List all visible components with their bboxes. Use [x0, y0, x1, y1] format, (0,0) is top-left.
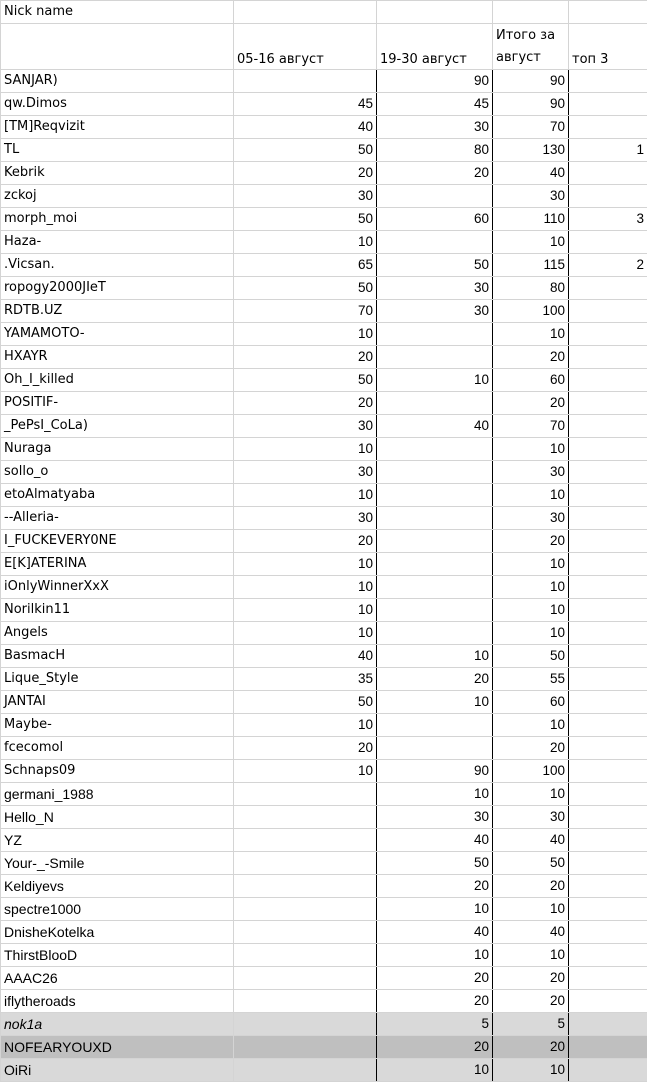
header-cell[interactable]: [1, 24, 234, 70]
period-2-cell[interactable]: 10: [377, 898, 493, 921]
table-row: [1, 530, 647, 553]
period-1-cell[interactable]: [234, 990, 377, 1013]
period-1-cell[interactable]: 40: [234, 645, 377, 668]
nick-cell[interactable]: Kebrik: [1, 162, 234, 185]
total-cell[interactable]: 55: [493, 668, 569, 691]
nick-cell[interactable]: E[K]ATERINA: [1, 553, 234, 576]
nick-cell[interactable]: SANJAR): [1, 70, 234, 93]
top3-cell[interactable]: [569, 1036, 647, 1059]
table-row: [1, 185, 647, 208]
table-row: [1, 760, 647, 783]
top3-cell[interactable]: [569, 93, 647, 116]
top3-cell[interactable]: [569, 461, 647, 484]
top3-cell[interactable]: [569, 277, 647, 300]
period-1-cell[interactable]: 10: [234, 622, 377, 645]
top3-cell[interactable]: [569, 162, 647, 185]
table-row: [1, 116, 647, 139]
total-cell[interactable]: 10: [493, 944, 569, 967]
total-cell[interactable]: 60: [493, 691, 569, 714]
period-1-cell[interactable]: [234, 967, 377, 990]
total-cell[interactable]: 100: [493, 760, 569, 783]
period-2-cell[interactable]: [377, 346, 493, 369]
period-1-cell[interactable]: [234, 875, 377, 898]
top3-cell[interactable]: 2: [569, 254, 647, 277]
top3-cell[interactable]: [569, 645, 647, 668]
total-cell[interactable]: 10: [493, 438, 569, 461]
total-cell[interactable]: 20: [493, 1036, 569, 1059]
total-cell[interactable]: 10: [493, 576, 569, 599]
period-1-cell[interactable]: [234, 829, 377, 852]
top3-cell[interactable]: [569, 599, 647, 622]
period-2-cell[interactable]: 45: [377, 93, 493, 116]
total-cell[interactable]: 10: [493, 622, 569, 645]
period-1-cell[interactable]: 20: [234, 346, 377, 369]
total-cell[interactable]: 40: [493, 829, 569, 852]
period-2-cell[interactable]: [377, 622, 493, 645]
table-row: [1, 231, 647, 254]
top3-cell[interactable]: [569, 507, 647, 530]
total-cell[interactable]: 30: [493, 185, 569, 208]
top3-cell[interactable]: [569, 806, 647, 829]
header-top3[interactable]: топ 3: [569, 24, 647, 70]
nick-cell[interactable]: --Alleria-: [1, 507, 234, 530]
top3-cell[interactable]: [569, 231, 647, 254]
table-row: [1, 990, 647, 1013]
header-cell[interactable]: [569, 1, 647, 24]
table-row: [1, 70, 647, 93]
total-cell[interactable]: 20: [493, 392, 569, 415]
table-row: [1, 806, 647, 829]
top3-cell[interactable]: [569, 852, 647, 875]
top3-cell[interactable]: [569, 530, 647, 553]
top3-cell[interactable]: 3: [569, 208, 647, 231]
period-1-cell[interactable]: [234, 70, 377, 93]
top3-cell[interactable]: [569, 737, 647, 760]
period-2-cell[interactable]: [377, 438, 493, 461]
table-row: [1, 415, 647, 438]
nick-cell[interactable]: Oh_I_killed: [1, 369, 234, 392]
period-1-cell[interactable]: 50: [234, 277, 377, 300]
period-2-cell[interactable]: 20: [377, 967, 493, 990]
total-cell[interactable]: 100: [493, 300, 569, 323]
period-2-cell[interactable]: [377, 599, 493, 622]
nick-cell[interactable]: YAMAMOTO-: [1, 323, 234, 346]
table-row: [1, 944, 647, 967]
table-row: [1, 507, 647, 530]
total-cell[interactable]: 70: [493, 415, 569, 438]
total-cell[interactable]: 110: [493, 208, 569, 231]
table-row: [1, 714, 647, 737]
top3-cell[interactable]: [569, 760, 647, 783]
top3-cell[interactable]: [569, 668, 647, 691]
nick-cell[interactable]: spectre1000: [1, 898, 234, 921]
period-2-cell[interactable]: 50: [377, 254, 493, 277]
nick-cell[interactable]: TL: [1, 139, 234, 162]
nick-cell[interactable]: Nuraga: [1, 438, 234, 461]
period-1-cell[interactable]: 65: [234, 254, 377, 277]
nick-cell[interactable]: _PePsI_CoLa): [1, 415, 234, 438]
total-cell[interactable]: 10: [493, 1059, 569, 1082]
period-1-cell[interactable]: 35: [234, 668, 377, 691]
total-cell[interactable]: 90: [493, 70, 569, 93]
nick-cell[interactable]: Lique_Style: [1, 668, 234, 691]
nick-cell[interactable]: sollo_o: [1, 461, 234, 484]
nick-cell[interactable]: nok1a: [1, 1013, 234, 1036]
table-row: [1, 898, 647, 921]
period-1-cell[interactable]: 10: [234, 576, 377, 599]
nick-cell[interactable]: zckoj: [1, 185, 234, 208]
total-cell[interactable]: 90: [493, 93, 569, 116]
total-cell[interactable]: 10: [493, 599, 569, 622]
header-cell[interactable]: [377, 1, 493, 24]
top3-cell[interactable]: [569, 576, 647, 599]
nick-cell[interactable]: RDTB.UZ: [1, 300, 234, 323]
total-cell[interactable]: 30: [493, 507, 569, 530]
nick-cell[interactable]: BasmacH: [1, 645, 234, 668]
top3-cell[interactable]: [569, 369, 647, 392]
nick-cell[interactable]: iOnlyWinnerXxX: [1, 576, 234, 599]
period-2-cell[interactable]: 30: [377, 300, 493, 323]
nick-cell[interactable]: NOFEARYOUXD: [1, 1036, 234, 1059]
period-1-cell[interactable]: 20: [234, 737, 377, 760]
table-row: [1, 323, 647, 346]
top3-cell[interactable]: 1: [569, 139, 647, 162]
nick-cell[interactable]: Maybe-: [1, 714, 234, 737]
top3-cell[interactable]: [569, 829, 647, 852]
top3-cell[interactable]: [569, 70, 647, 93]
period-1-cell[interactable]: 30: [234, 415, 377, 438]
period-2-cell[interactable]: 10: [377, 369, 493, 392]
period-1-cell[interactable]: 40: [234, 116, 377, 139]
top3-cell[interactable]: [569, 185, 647, 208]
total-cell[interactable]: 10: [493, 898, 569, 921]
top3-cell[interactable]: [569, 967, 647, 990]
period-2-cell[interactable]: [377, 553, 493, 576]
table-row: [1, 254, 647, 277]
table-row: [1, 484, 647, 507]
period-2-cell[interactable]: 80: [377, 139, 493, 162]
top3-cell[interactable]: [569, 323, 647, 346]
total-cell[interactable]: 50: [493, 852, 569, 875]
table-row: [1, 208, 647, 231]
period-1-cell[interactable]: 10: [234, 553, 377, 576]
period-1-cell[interactable]: 30: [234, 185, 377, 208]
table-row: [1, 783, 647, 806]
top3-cell[interactable]: [569, 944, 647, 967]
nick-cell[interactable]: Angels: [1, 622, 234, 645]
top3-cell[interactable]: [569, 622, 647, 645]
period-1-cell[interactable]: [234, 806, 377, 829]
nick-cell[interactable]: .Vicsan.: [1, 254, 234, 277]
nick-cell[interactable]: germani_1988: [1, 783, 234, 806]
nick-cell[interactable]: Haza-: [1, 231, 234, 254]
header-row-1: [1, 1, 647, 24]
period-2-cell[interactable]: 20: [377, 1036, 493, 1059]
total-cell[interactable]: 30: [493, 461, 569, 484]
total-cell[interactable]: 10: [493, 714, 569, 737]
period-2-cell[interactable]: 10: [377, 691, 493, 714]
nick-cell[interactable]: qw.Dimos: [1, 93, 234, 116]
period-2-cell[interactable]: [377, 231, 493, 254]
period-2-cell[interactable]: [377, 576, 493, 599]
period-2-cell[interactable]: 90: [377, 760, 493, 783]
period-1-cell[interactable]: 70: [234, 300, 377, 323]
period-2-cell[interactable]: 20: [377, 162, 493, 185]
nick-cell[interactable]: Your-_-Smile: [1, 852, 234, 875]
period-2-cell[interactable]: 20: [377, 875, 493, 898]
table-row: [1, 300, 647, 323]
total-cell[interactable]: 20: [493, 346, 569, 369]
header-row-2: [1, 24, 647, 70]
top3-cell[interactable]: [569, 898, 647, 921]
period-1-cell[interactable]: 10: [234, 714, 377, 737]
period-1-cell[interactable]: 10: [234, 484, 377, 507]
total-cell[interactable]: 40: [493, 921, 569, 944]
period-2-cell[interactable]: 10: [377, 1059, 493, 1082]
top3-cell[interactable]: [569, 553, 647, 576]
period-1-cell[interactable]: [234, 1059, 377, 1082]
table-row: [1, 392, 647, 415]
nick-cell[interactable]: HXAYR: [1, 346, 234, 369]
nick-cell[interactable]: JANTAI: [1, 691, 234, 714]
table-row: [1, 668, 647, 691]
period-1-cell[interactable]: 50: [234, 691, 377, 714]
header-total-line1: Итого за: [496, 25, 565, 47]
top3-cell[interactable]: [569, 714, 647, 737]
total-cell[interactable]: 70: [493, 116, 569, 139]
period-2-cell[interactable]: 10: [377, 645, 493, 668]
table-row: [1, 1013, 647, 1036]
period-1-cell[interactable]: 50: [234, 369, 377, 392]
total-cell[interactable]: 40: [493, 162, 569, 185]
table-row: [1, 277, 647, 300]
nick-cell[interactable]: etoAlmatyaba: [1, 484, 234, 507]
total-cell[interactable]: 20: [493, 875, 569, 898]
period-1-cell[interactable]: 50: [234, 139, 377, 162]
top3-cell[interactable]: [569, 392, 647, 415]
top3-cell[interactable]: [569, 875, 647, 898]
table-row: [1, 691, 647, 714]
top3-cell[interactable]: [569, 921, 647, 944]
period-2-cell[interactable]: 5: [377, 1013, 493, 1036]
table-row: [1, 967, 647, 990]
table-row: [1, 438, 647, 461]
period-1-cell[interactable]: [234, 783, 377, 806]
nick-cell[interactable]: [TM]Reqvizit: [1, 116, 234, 139]
period-1-cell[interactable]: 20: [234, 530, 377, 553]
period-1-cell[interactable]: 20: [234, 392, 377, 415]
total-cell[interactable]: 80: [493, 277, 569, 300]
period-1-cell[interactable]: 10: [234, 599, 377, 622]
header-cell[interactable]: [493, 1, 569, 24]
nick-cell[interactable]: Schnaps09: [1, 760, 234, 783]
top3-cell[interactable]: [569, 415, 647, 438]
period-1-cell[interactable]: [234, 921, 377, 944]
total-cell[interactable]: 20: [493, 530, 569, 553]
header-cell[interactable]: [234, 1, 377, 24]
period-2-cell[interactable]: 50: [377, 852, 493, 875]
nick-cell[interactable]: Norilkin11: [1, 599, 234, 622]
period-1-cell[interactable]: [234, 852, 377, 875]
nick-cell[interactable]: Hello_N: [1, 806, 234, 829]
nick-cell[interactable]: fcecomol: [1, 737, 234, 760]
header-period-1[interactable]: 05-16 август: [234, 24, 377, 70]
top3-cell[interactable]: [569, 484, 647, 507]
period-1-cell[interactable]: [234, 1013, 377, 1036]
top3-cell[interactable]: [569, 1013, 647, 1036]
top3-cell[interactable]: [569, 438, 647, 461]
period-2-cell[interactable]: 20: [377, 668, 493, 691]
period-2-cell[interactable]: [377, 484, 493, 507]
period-1-cell[interactable]: 45: [234, 93, 377, 116]
total-cell[interactable]: 60: [493, 369, 569, 392]
table-row: [1, 93, 647, 116]
total-cell[interactable]: 115: [493, 254, 569, 277]
period-1-cell[interactable]: [234, 1036, 377, 1059]
table-row: [1, 599, 647, 622]
period-2-cell[interactable]: 60: [377, 208, 493, 231]
period-2-cell[interactable]: 40: [377, 415, 493, 438]
table-row: [1, 622, 647, 645]
top3-cell[interactable]: [569, 1059, 647, 1082]
total-cell[interactable]: 10: [493, 231, 569, 254]
period-2-cell[interactable]: 10: [377, 783, 493, 806]
nick-cell[interactable]: DnisheKotelka: [1, 921, 234, 944]
table-row: [1, 346, 647, 369]
period-2-cell[interactable]: 30: [377, 806, 493, 829]
total-cell[interactable]: 5: [493, 1013, 569, 1036]
period-2-cell[interactable]: 30: [377, 116, 493, 139]
table-row: [1, 1059, 647, 1082]
table-row: [1, 139, 647, 162]
table-row: [1, 553, 647, 576]
nick-cell[interactable]: ropogy2000JIeT: [1, 277, 234, 300]
table-row: [1, 645, 647, 668]
nick-cell[interactable]: OiRi: [1, 1059, 234, 1082]
period-2-cell[interactable]: [377, 737, 493, 760]
period-1-cell[interactable]: 30: [234, 461, 377, 484]
period-2-cell[interactable]: [377, 507, 493, 530]
total-cell[interactable]: 10: [493, 553, 569, 576]
period-1-cell[interactable]: 10: [234, 438, 377, 461]
top3-cell[interactable]: [569, 346, 647, 369]
period-2-cell[interactable]: 90: [377, 70, 493, 93]
nick-cell[interactable]: morph_moi: [1, 208, 234, 231]
top3-cell[interactable]: [569, 300, 647, 323]
period-2-cell[interactable]: 10: [377, 944, 493, 967]
period-2-cell[interactable]: [377, 714, 493, 737]
period-1-cell[interactable]: 10: [234, 760, 377, 783]
table-row: [1, 162, 647, 185]
total-cell[interactable]: 50: [493, 645, 569, 668]
nick-cell[interactable]: ThirstBlooD: [1, 944, 234, 967]
period-2-cell[interactable]: 40: [377, 921, 493, 944]
total-cell[interactable]: 20: [493, 967, 569, 990]
header-total[interactable]: [493, 24, 569, 70]
nick-cell[interactable]: iflytheroads: [1, 990, 234, 1013]
period-1-cell[interactable]: 30: [234, 507, 377, 530]
period-2-cell[interactable]: 30: [377, 277, 493, 300]
top3-cell[interactable]: [569, 990, 647, 1013]
table-row: [1, 1036, 647, 1059]
table-row: [1, 737, 647, 760]
table-row: [1, 921, 647, 944]
table-row: [1, 369, 647, 392]
nick-cell[interactable]: POSITIF-: [1, 392, 234, 415]
period-2-cell[interactable]: [377, 461, 493, 484]
period-2-cell[interactable]: [377, 392, 493, 415]
table-row: [1, 875, 647, 898]
period-2-cell[interactable]: [377, 323, 493, 346]
nick-cell[interactable]: YZ: [1, 829, 234, 852]
table-row: [1, 576, 647, 599]
period-2-cell[interactable]: [377, 530, 493, 553]
total-cell[interactable]: 20: [493, 990, 569, 1013]
nick-cell[interactable]: I_FUCKEVERY0NE: [1, 530, 234, 553]
total-cell[interactable]: 10: [493, 783, 569, 806]
total-cell[interactable]: 130: [493, 139, 569, 162]
total-cell[interactable]: 10: [493, 323, 569, 346]
header-total-line2: август: [496, 47, 565, 69]
period-2-cell[interactable]: 20: [377, 990, 493, 1013]
total-cell[interactable]: 20: [493, 737, 569, 760]
top3-cell[interactable]: [569, 691, 647, 714]
table-row: [1, 461, 647, 484]
table-row: [1, 829, 647, 852]
period-1-cell[interactable]: 50: [234, 208, 377, 231]
period-1-cell[interactable]: 10: [234, 231, 377, 254]
top3-cell[interactable]: [569, 783, 647, 806]
period-2-cell[interactable]: 40: [377, 829, 493, 852]
nick-cell[interactable]: Keldiyevs: [1, 875, 234, 898]
table-row: [1, 852, 647, 875]
header-period-2[interactable]: 19-30 август: [377, 24, 493, 70]
period-1-cell[interactable]: 20: [234, 162, 377, 185]
top3-cell[interactable]: [569, 116, 647, 139]
period-1-cell[interactable]: [234, 898, 377, 921]
header-nick-name[interactable]: Nick name: [1, 1, 234, 24]
total-cell[interactable]: 10: [493, 484, 569, 507]
period-1-cell[interactable]: 10: [234, 323, 377, 346]
period-1-cell[interactable]: [234, 944, 377, 967]
total-cell[interactable]: 30: [493, 806, 569, 829]
nick-cell[interactable]: AAAC26: [1, 967, 234, 990]
period-2-cell[interactable]: [377, 185, 493, 208]
